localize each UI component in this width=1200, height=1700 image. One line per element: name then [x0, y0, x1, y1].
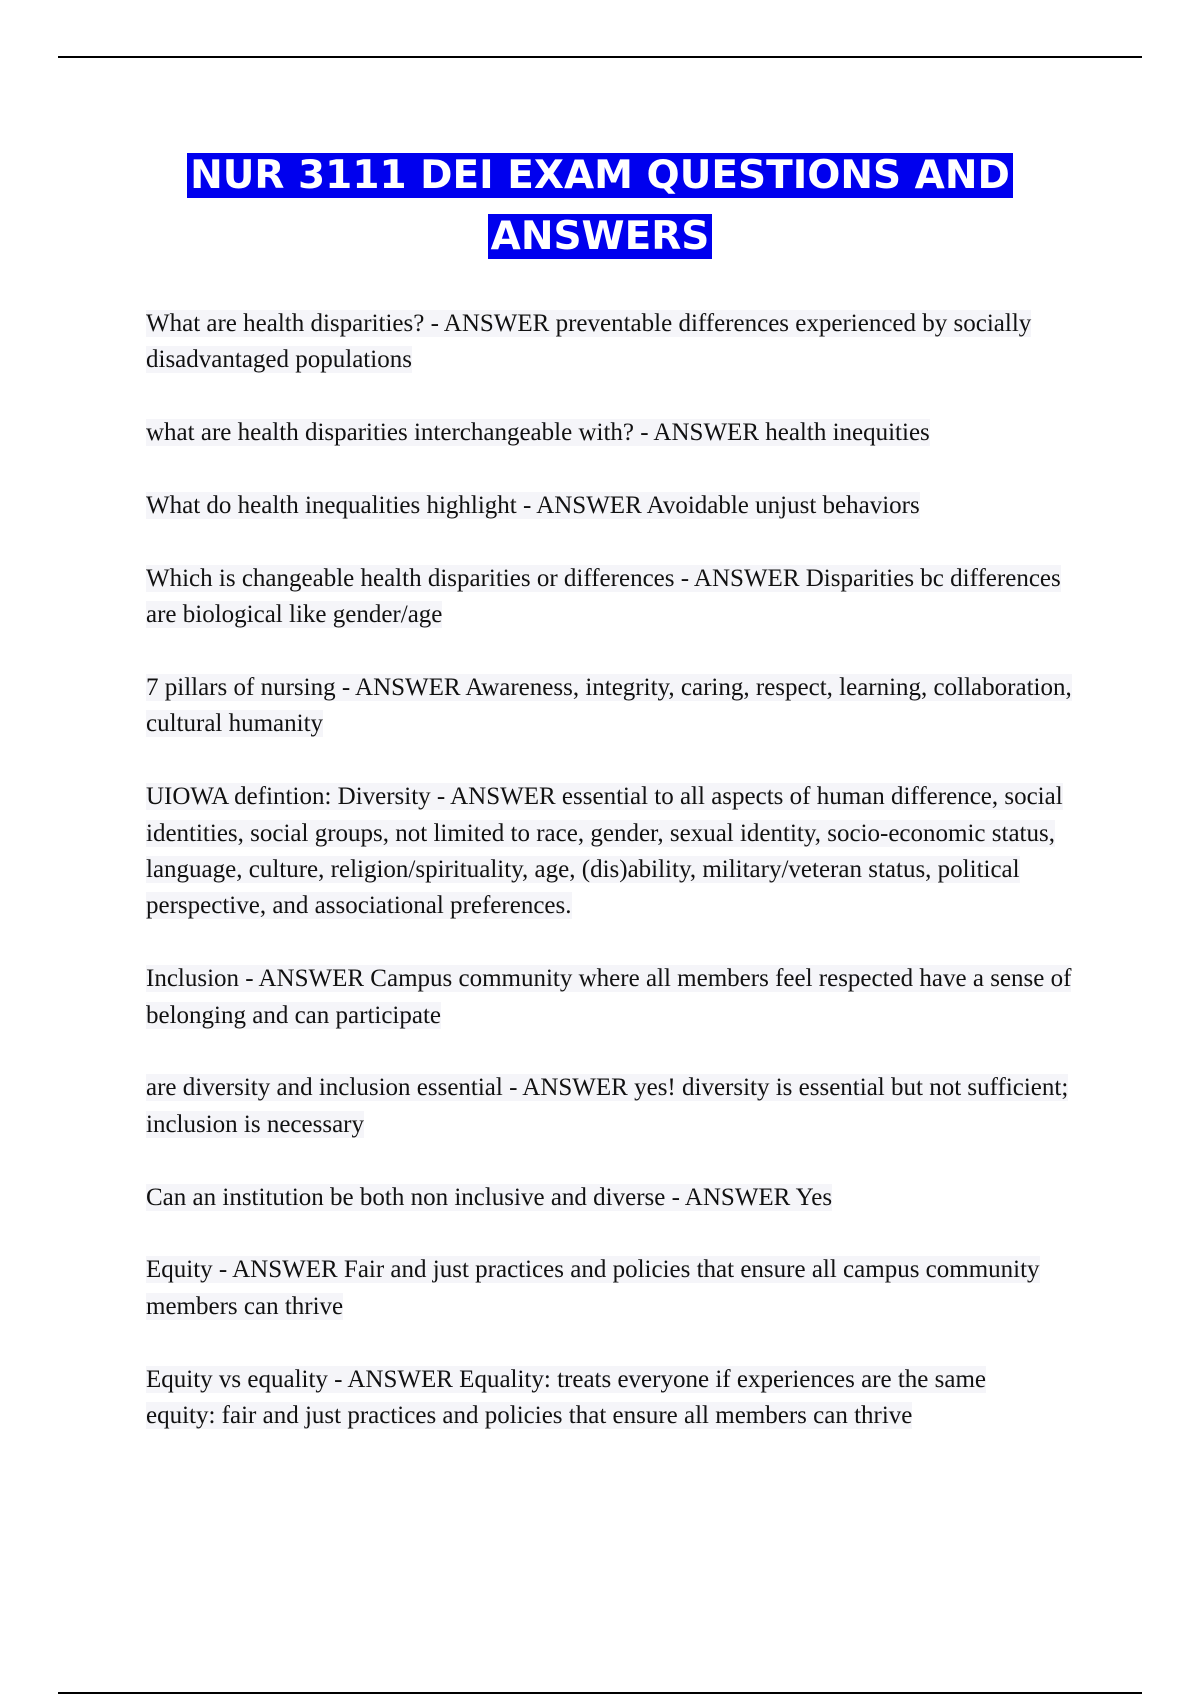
- document-title: [0, 145, 1200, 267]
- qa-item-11: [146, 1362, 1076, 1435]
- qa-text: Equity vs equality - ANSWER Equality: treats everyone if experiences are the same: [146, 1365, 987, 1393]
- document-title-line-1: NUR 3111 DEI EXAM QUESTIONS AND: [187, 153, 1013, 198]
- qa-item-5: [146, 670, 1076, 743]
- footer-rule: [58, 1692, 1142, 1694]
- qa-text: are diversity and inclusion essential - ANSWER yes! diversity is essential but not sufficient; inclusion is necessary: [146, 1074, 1069, 1138]
- qa-text: What do health inequalities highlight - ANSWER Avoidable unjust behaviors: [146, 492, 920, 519]
- qa-text-continued: equity: fair and just practices and policies that ensure all members can thrive: [146, 1402, 913, 1430]
- qa-text: Equity - ANSWER Fair and just practices and policies that ensure all campus community members can thrive: [146, 1256, 1040, 1320]
- qa-item-6: [146, 779, 1076, 925]
- qa-item-1: [146, 306, 1076, 379]
- qa-text: What are health disparities? - ANSWER preventable differences experienced by socially disadvantaged populations: [146, 310, 1032, 374]
- qa-item-2: [146, 415, 1076, 451]
- document-title-line-2: ANSWERS: [488, 214, 713, 259]
- qa-item-10: [146, 1252, 1076, 1325]
- qa-text: 7 pillars of nursing - ANSWER Awareness, integrity, caring, respect, learning, collaboration, cultural humanity: [146, 674, 1072, 738]
- qa-text: Which is changeable health disparities or differences - ANSWER Disparities bc differences are biological like gender/age: [146, 564, 1061, 629]
- qa-list: [146, 306, 1076, 1471]
- qa-text: UIOWA defintion: Diversity - ANSWER essential to all aspects of human difference, social identities, social groups, not limited to race, gender, sexual identity, socio-economic status, language, culture, religion/spirituality, age, (dis)ability, military/veteran status, political perspective, and associational preferences.: [146, 783, 1063, 920]
- qa-text: what are health disparities interchangeable with? - ANSWER health inequities: [146, 419, 930, 447]
- qa-item-4: [146, 561, 1076, 634]
- qa-item-8: [146, 1070, 1076, 1143]
- header-rule: [58, 56, 1142, 58]
- qa-item-9: [146, 1180, 1076, 1216]
- qa-text: Inclusion - ANSWER Campus community where all members feel respected have a sense of belonging and can participate: [146, 965, 1072, 1029]
- qa-item-7: [146, 961, 1076, 1034]
- qa-text: Can an institution be both non inclusive and diverse - ANSWER Yes: [146, 1183, 833, 1211]
- qa-item-3: [146, 488, 1076, 524]
